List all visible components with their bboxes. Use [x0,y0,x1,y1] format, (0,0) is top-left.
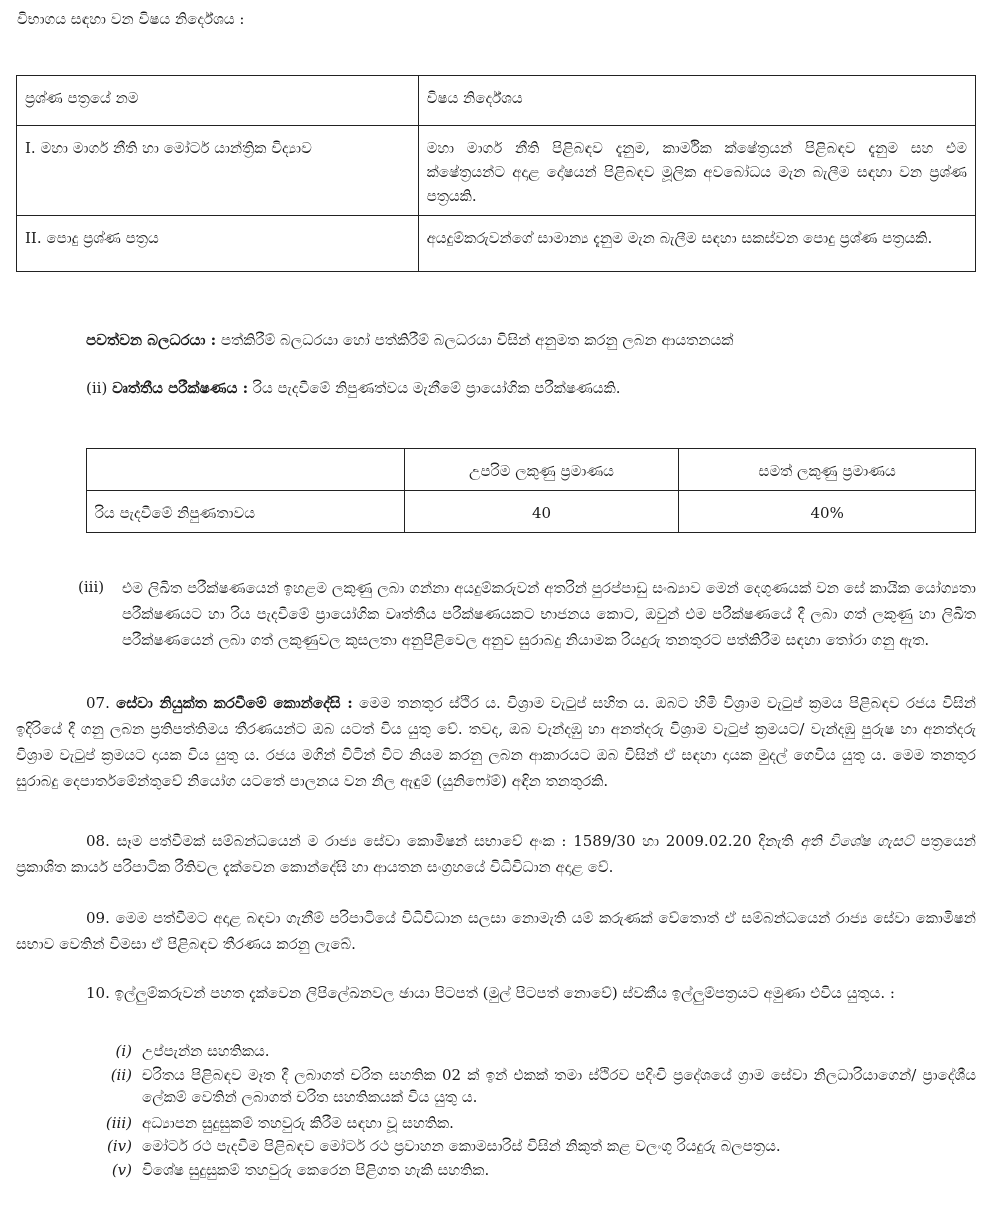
section-09-text: මෙම පත්වීමට අදාළ බඳවා ගැනීම් පරිපාටියේ විධිවිධාන සලසා නොමැති යම් කරුණක් වේතොත් ඒ සම්බන්ධයෙන් රාජ්‍ය සේවා කොමිෂන් සභාව වෙතින් විමසා ඒ පිළිබඳව තීරණය කරනු ලැබේ. [16,909,976,953]
section-10-text: ඉල්ලුම්කරුවන් පහත දැක්වෙන ලිපිලේඛනවල ඡායා පිටපත් (මුල් පිටපත් නොවේ) ස්වකීය ඉල්ලුම්පත්‍රයට අමුණා එවිය යුතුය. : [114,984,895,1002]
syllabus-heading: විභාගය සඳහා වන විෂය නිර්දේශය : [17,10,245,28]
marks-table [86,448,976,533]
item-5-num: (v) [111,1161,132,1179]
section-08-italic: අති විශේෂ ගැසට් [800,832,914,850]
vocational-text: රිය පැදවීමේ නිපුණත්වය මැනීමේ ප්‍රායෝගික පරීක්ෂණයකි. [252,379,621,397]
table-header-row [17,76,976,126]
section-08-text-a: සෑම පත්වීමක් සම්බන්ධයෙන් ම රාජ්‍ය සේවා කොමිෂන් සභාවේ අංක : 1589/30 හා 2009.02.20 දිනැති [116,832,794,850]
vocational-label: වෘත්තීය පරීක්ෂණය : [112,379,249,397]
section-08-text-b: පත්‍රයෙන් ප්‍රකාශිත කාර්ය පරිපාටික රීතිවල දැක්වෙන කොන්දේසි හා ආයතන සංග්‍රහයේ විධිවිධාන අදාළ වේ. [16,832,976,876]
header-empty [87,449,404,463]
conducting-authority [86,328,976,352]
table-row [17,126,976,216]
table-row [17,216,976,272]
section-10 [16,980,976,1006]
item-3-num: (iii) [105,1114,132,1132]
section-07 [16,690,976,794]
pass-marks-value: 40% [810,504,844,522]
section-07-label: සේවා නියුක්ත කරවීමේ කොන්දේසි : [116,694,353,712]
section-07-num: 07. [86,694,110,712]
authority-text: පත්කිරීම් බලධරයා හෝ පත්කිරීම් බලධරයා විසින් අනුමත කරනු ලබන ආයතනයක් [220,331,734,349]
paper-name-2: II. පොදු ප්‍රශ්ණ පත්‍රය [25,229,159,247]
item-3-text: අධ්‍යාපන සුදුසුකම් තහවුරු කිරීම සඳහා වූ සහතික. [142,1114,454,1132]
header-pass-marks: සමත් ලකුණු ප්‍රමාණය [758,462,896,480]
item-iii-num: (iii) [78,578,105,596]
item-4-num: (iv) [107,1137,132,1155]
section-08 [16,828,976,880]
item-iii-text: එම ලිඛිත පරීක්ෂණයෙන් ඉහළම ලකුණු ලබා ගන්නා අයදුම්කරුවන් අතරින් පුරප්පාඩු සංඛ්‍යාව මෙන් දෙගුණයක් වන සේ කායික යෝග්‍යතා පරීක්ෂණයට හා රිය පැදවීමේ ප්‍රායෝගික වෘත්තීය පරීක්ෂණයකට භාජනය කොට, ඔවුන් එම පරීක්ෂණයේ දී ලබා ගත් ලකුණු හා ලිඛිත පරීක්ෂණයෙන් ලබා ගත් ලකුණුවල කුසලතා අනුපිළිවෙල අනුව සුරාබදු නියාමක රියදුරු තනතුරට පත්කිරීම සඳහා තෝරා ගනු ඇත. [122,579,976,649]
item-1-text: උප්පැන්න සහතිකය. [142,1042,270,1060]
paper-name-1: I. මහා මාර්ග නීති හා මෝටර් යාන්ත්‍රික විද්‍යාව [25,139,312,157]
header-paper-name: ප්‍රශ්ණ පත්‍රයේ නම [25,89,139,107]
section-08-num: 08. [86,832,110,850]
table-row [87,491,976,533]
section-07-text: මෙම තනතුර ස්ථිර ය. විශ්‍රාම වැටුප් සහිත ය. ඔබට හිමි විශ්‍රාම වැටුප් ක්‍රමය පිළිබඳව රජය විසින් ඉදිරියේ දී ගනු ලබන ප්‍රතිපත්තිමය තීරණයන්ට ඔබ යටත් විය යුතු වේ. තවද, ඔබ වැන්දඹු හා අනත්දරු විශ්‍රාම වැටුප් ක්‍රමයට/ වැන්දඹු පුරුෂ හා අනත්දරු විශ්‍රාම වැටුප් ක්‍රමයට දායක විය යුතු ය. රජය මගින් විටින් විට නියම කරනු ලබන ආකාරයට ඔබ විසින් ඒ සඳහා දායක මුදල් ගෙවිය යුතු ය. මෙම තනතුර සුරාබදු දෙපාර්තමේන්තුවේ නියෝග යටතේ පාලනය වන නිල ඇඳුම් (යුනිෆෝම්) අඳින තනතුරකි. [16,694,976,790]
item-5-text: විශේෂ සුදුසුකම් තහවුරු කෙරෙන පිළිගත හැකි සහතික. [142,1161,490,1179]
section-10-num: 10. [86,984,110,1002]
driving-skill-label: රිය පැදවීමේ නිපුණතාවය [95,504,256,522]
header-syllabus: විෂය නිර්දේශය [426,89,523,107]
table-header-row [87,449,976,491]
item-4-text: මෝටර් රථ පැදවීම පිළිබඳව මෝටර් රථ ප්‍රවාහන කොමසාරිස් විසින් නිකුත් කළ වලංගු රියදුරු බලපත්‍රය. [142,1137,781,1155]
item-2-text: චරිතය පිළිබඳව මෑත දී ලබාගත් චරිත සහතික 02 ක් ඉන් එකක් තමා ස්ථිරව පදිංචි ප්‍රදේශයේ ග්‍රාම සේවා නිලධාරියාගෙන්/ ප්‍රාදේශීය ලේකම් වෙතින් ලබාගත් චරිත සහතිකයක් විය යුතු ය. [142,1066,976,1106]
authority-label: පවත්වන බලධරයා : [86,331,217,349]
header-max-marks: උපරිම ලකුණු ප්‍රමාණය [469,462,614,480]
section-09-num: 09. [86,909,110,927]
item-2-num: (ii) [110,1066,132,1084]
item-1-num: (i) [115,1042,132,1060]
paper-desc-2: අයදුම්කරුවන්ගේ සාමාන්‍ය දැනුම මැන බැලීම සඳහා සකස්වන පොදු ප්‍රශ්ණ පත්‍රයකි. [426,229,933,247]
vocational-num: (ii) [86,379,108,397]
section-09 [16,905,976,957]
max-marks-value: 40 [531,504,552,522]
syllabus-table [16,75,976,272]
vocational-test [86,376,976,400]
paper-desc-1: මහා මාර්ග නීති පිළිබඳව දැනුම, කාර්මික ක්ෂේත්‍රයන් පිළිබඳව දැනුම සහ එම ක්ෂේත්‍රයන්ට අදාළ දෝෂයන් පිළිබඳව මූලික අවබෝධය මැන බැලීම සඳහා වන ප්‍රශ්ණ පත්‍රයකි. [426,139,967,205]
